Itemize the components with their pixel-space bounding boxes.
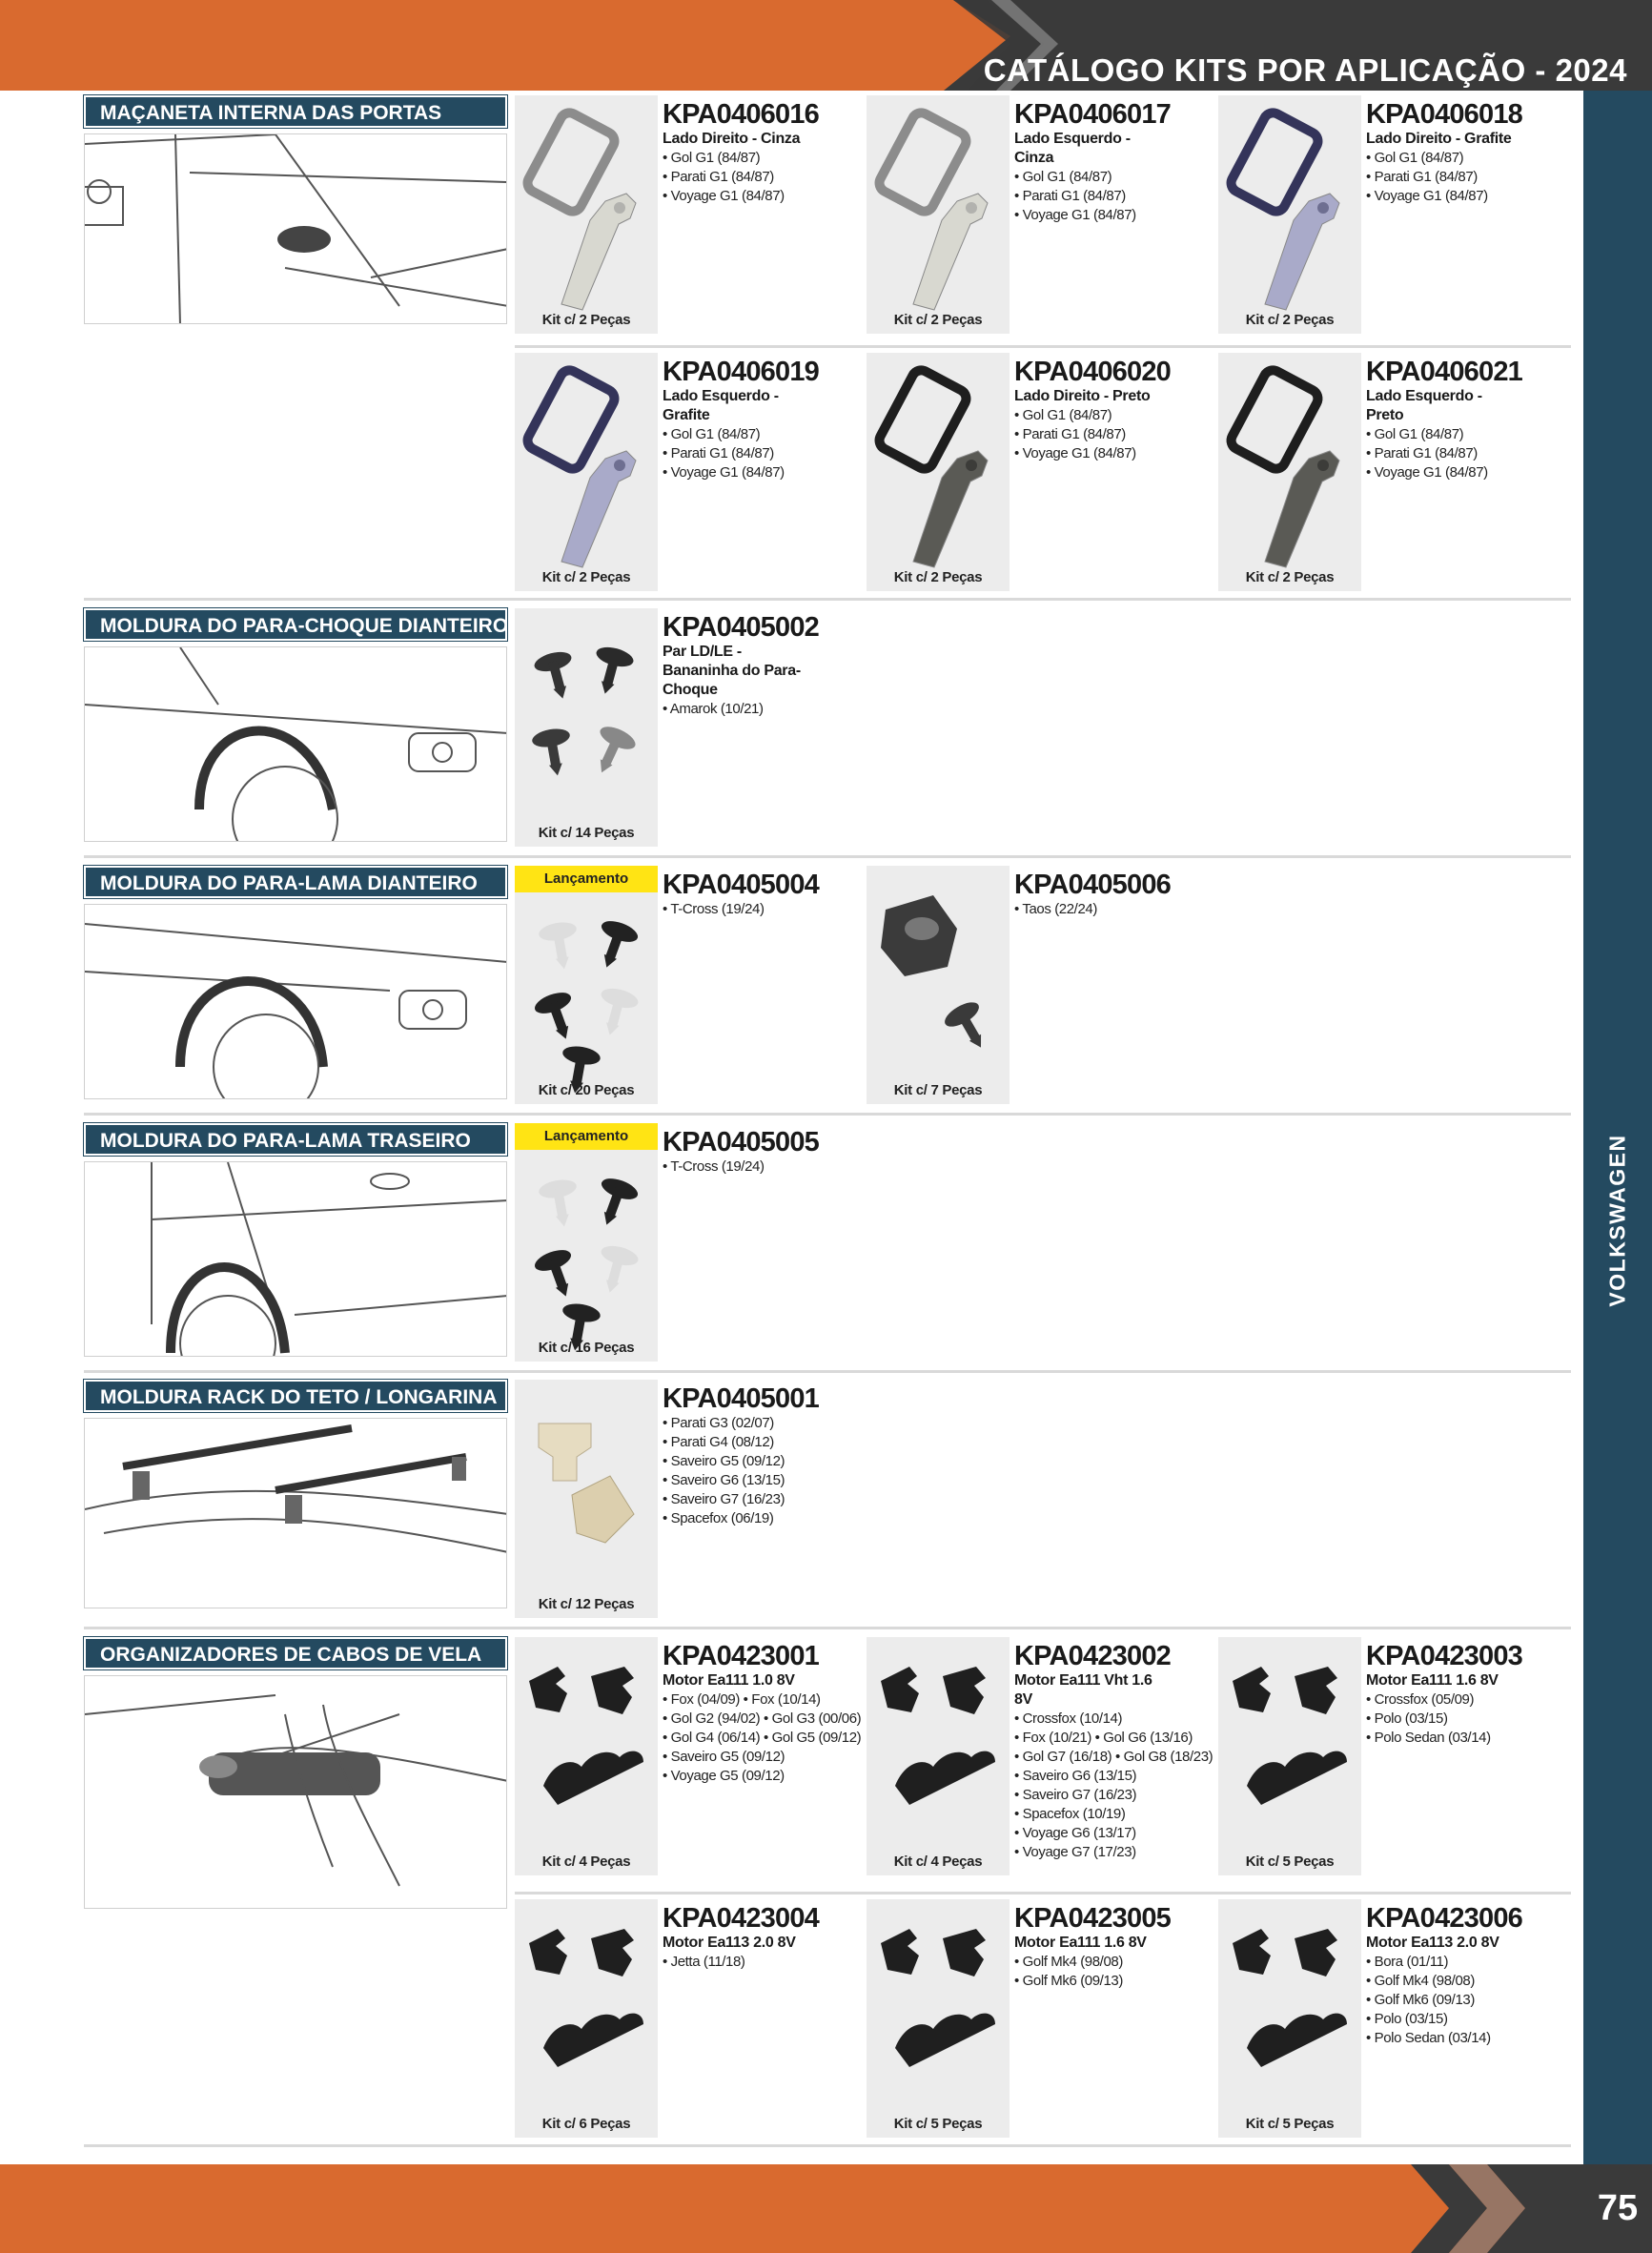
application-item: • Polo (03/15) [1366, 2011, 1448, 2027]
application-list [1366, 1690, 1566, 1748]
application-item: • Gol G4 (06/14) • Gol G5 (09/12) [663, 1730, 862, 1746]
application-item: • Crossfox (05/09) [1366, 1691, 1475, 1708]
product-info [663, 612, 863, 719]
application-item: • Crossfox (10/14) [1014, 1710, 1123, 1727]
clips-mixed-image [515, 889, 658, 1098]
handle-graphite-image [1218, 101, 1361, 311]
product-photo [1218, 1637, 1361, 1875]
product-photo [515, 1899, 658, 2138]
application-list [1014, 406, 1214, 463]
kit-quantity: Kit c/ 5 Peças [1245, 1854, 1335, 1870]
product-card[interactable] [515, 1637, 862, 1875]
product-info [1366, 1903, 1566, 2048]
application-item: • Saveiro G7 (16/23) [1014, 1787, 1137, 1803]
product-code: KPA0405004 [663, 870, 819, 900]
product-code: KPA0405005 [663, 1127, 819, 1157]
section-illustration [84, 646, 507, 842]
clips-beige-image [515, 1385, 658, 1595]
product-photo [867, 866, 1010, 1104]
application-item: • Parati G1 (84/87) [1014, 426, 1126, 442]
product-code: KPA0406021 [1366, 357, 1522, 387]
application-list [663, 700, 863, 719]
application-list [1366, 425, 1566, 482]
product-card[interactable] [867, 95, 1210, 334]
application-item: • Golf Mk4 (98/08) [1014, 1954, 1123, 1970]
product-photo [515, 608, 658, 847]
product-photo [867, 1899, 1010, 2138]
product-photo [515, 353, 658, 591]
section-title: MOLDURA RACK DO TETO / LONGARINA [84, 1380, 507, 1412]
application-item: • Fox (10/21) • Gol G6 (13/16) [1014, 1730, 1193, 1746]
catalog-section [84, 1123, 1571, 1373]
product-info [663, 357, 863, 482]
application-item: • Gol G1 (84/87) [1014, 169, 1112, 185]
kit-quantity: Kit c/ 6 Peças [541, 2116, 631, 2132]
section-title: MOLDURA DO PARA-CHOQUE DIANTEIRO [84, 608, 507, 641]
application-item: • Voyage G1 (84/87) [1014, 207, 1136, 223]
product-photo [515, 1637, 658, 1875]
handle-gray-image [515, 101, 658, 311]
application-list [663, 1414, 863, 1528]
handle-graphite-image [515, 358, 658, 568]
roof-rack-illustration [85, 1419, 507, 1608]
section-title: MOLDURA DO PARA-LAMA DIANTEIRO [84, 866, 507, 898]
kit-quantity: Kit c/ 12 Peças [538, 1596, 635, 1612]
nut-screw-image [867, 871, 1010, 1081]
application-item: • Parati G1 (84/87) [663, 445, 774, 461]
section-illustration [84, 904, 507, 1099]
application-item: • Golf Mk6 (09/13) [1366, 1992, 1475, 2008]
product-info [1366, 1641, 1566, 1748]
application-item: • Voyage G6 (13/17) [1014, 1825, 1136, 1841]
application-item: • T-Cross (19/24) [663, 1158, 765, 1175]
product-card[interactable] [867, 353, 1210, 591]
application-item: • Parati G1 (84/87) [1366, 445, 1478, 461]
launch-badge: Lançamento [515, 866, 658, 892]
product-info [663, 870, 863, 919]
product-info [663, 1383, 863, 1528]
product-code: KPA0406019 [663, 357, 819, 387]
product-card[interactable] [515, 95, 858, 334]
product-code: KPA0423005 [1014, 1903, 1171, 1934]
product-subtitle: Lado Esquerdo - Grafite [663, 388, 779, 423]
application-list [663, 900, 863, 919]
application-item: • Voyage G1 (84/87) [1014, 445, 1136, 461]
application-item: • Spacefox (06/19) [663, 1510, 774, 1526]
application-list [663, 1690, 863, 1786]
product-card[interactable] [1218, 1899, 1561, 2138]
section-title: MAÇANETA INTERNA DAS PORTAS [84, 95, 507, 128]
application-item: • Bora (01/11) [1366, 1954, 1449, 1970]
product-code: KPA0423006 [1366, 1903, 1522, 1934]
product-subtitle: Lado Esquerdo - Preto [1366, 388, 1482, 423]
product-subtitle: Motor Ea113 2.0 8V [1366, 1935, 1499, 1951]
application-item: • Gol G1 (84/87) [1366, 426, 1464, 442]
handle-black-image [1218, 358, 1361, 568]
application-list [663, 1157, 863, 1177]
product-card[interactable] [1218, 353, 1561, 591]
rear-fender-arch-illustration [85, 1162, 507, 1357]
application-item: • Voyage G1 (84/87) [1366, 188, 1488, 204]
application-item: • Voyage G1 (84/87) [663, 464, 785, 481]
handle-gray-image [867, 101, 1010, 311]
product-info [1366, 99, 1566, 206]
front-fender-arch-illustration [85, 905, 507, 1099]
cable-organizers-image [515, 1643, 658, 1853]
product-info [663, 1641, 863, 1786]
section-illustration [84, 133, 507, 324]
product-code: KPA0423003 [1366, 1641, 1522, 1671]
application-item: • Fox (04/09) • Fox (10/14) [663, 1691, 821, 1708]
page-number: 75 [1597, 2188, 1639, 2228]
cable-organizers-image [867, 1643, 1010, 1853]
kit-quantity: Kit c/ 2 Peças [541, 312, 631, 328]
handle-black-image [867, 358, 1010, 568]
product-code: KPA0406017 [1014, 99, 1171, 130]
launch-badge: Lançamento [515, 1123, 658, 1150]
product-subtitle: Lado Direito - Preto [1014, 388, 1151, 404]
clips-mixed-image [515, 1146, 658, 1356]
application-item: • Gol G1 (84/87) [1366, 150, 1464, 166]
product-card[interactable] [515, 608, 858, 847]
application-item: • Saveiro G5 (09/12) [663, 1453, 785, 1469]
kit-quantity: Kit c/ 2 Peças [893, 312, 983, 328]
product-info [1014, 357, 1214, 463]
door-interior-handle-illustration [85, 134, 507, 324]
application-item: • Voyage G7 (17/23) [1014, 1844, 1136, 1860]
product-code: KPA0405006 [1014, 870, 1171, 900]
catalog-section [84, 608, 1571, 858]
catalog-title: CATÁLOGO KITS POR APLICAÇÃO - 2024 [983, 52, 1627, 88]
application-item: • Parati G1 (84/87) [1366, 169, 1478, 185]
application-item: • T-Cross (19/24) [663, 901, 765, 917]
application-item: • Parati G1 (84/87) [663, 169, 774, 185]
application-item: • Golf Mk6 (09/13) [1014, 1973, 1123, 1989]
row-divider [515, 1892, 1571, 1895]
product-photo [867, 1637, 1010, 1875]
application-item: • Parati G1 (84/87) [1014, 188, 1126, 204]
application-item: • Gol G2 (94/02) • Gol G3 (00/06) [663, 1710, 862, 1727]
product-code: KPA0406020 [1014, 357, 1171, 387]
product-info [1366, 357, 1566, 482]
kit-quantity: Kit c/ 14 Peças [538, 825, 635, 841]
product-card[interactable] [515, 1380, 858, 1618]
product-photo [515, 1380, 658, 1618]
application-list [1366, 1953, 1566, 2048]
row-divider [515, 345, 1571, 348]
product-info [663, 99, 863, 206]
application-list [663, 425, 863, 482]
product-subtitle: Par LD/LE - Bananinha do Para-Choque [663, 644, 801, 698]
kit-quantity: Kit c/ 20 Peças [538, 1082, 635, 1098]
product-photo [515, 866, 658, 1104]
application-item: • Saveiro G7 (16/23) [663, 1491, 785, 1507]
product-card[interactable] [1218, 95, 1561, 334]
section-illustration [84, 1161, 507, 1357]
cable-organizers-image [1218, 1905, 1361, 2115]
application-list [663, 149, 863, 206]
kit-quantity: Kit c/ 7 Peças [893, 1082, 983, 1098]
kit-quantity: Kit c/ 5 Peças [1245, 2116, 1335, 2132]
application-item: • Gol G1 (84/87) [663, 150, 761, 166]
application-item: • Saveiro G6 (13/15) [663, 1472, 785, 1488]
application-item: • Saveiro G5 (09/12) [663, 1749, 785, 1765]
product-photo [867, 353, 1010, 591]
catalog-section [84, 1380, 1571, 1629]
product-subtitle: Motor Ea111 1.0 8V [663, 1672, 795, 1689]
catalog-section [84, 95, 1571, 601]
application-list [1014, 1953, 1214, 1991]
product-card[interactable] [515, 353, 858, 591]
product-card[interactable] [1218, 1637, 1561, 1875]
cable-organizers-image [867, 1905, 1010, 2115]
kit-quantity: Kit c/ 16 Peças [538, 1340, 635, 1356]
cable-organizers-image [515, 1905, 658, 2115]
product-photo [1218, 1899, 1361, 2138]
application-item: • Taos (22/24) [1014, 901, 1097, 917]
application-item: • Polo Sedan (03/14) [1366, 1730, 1491, 1746]
product-subtitle: Lado Direito - Grafite [1366, 131, 1512, 147]
kit-quantity: Kit c/ 2 Peças [1245, 569, 1335, 585]
product-code: KPA0423004 [663, 1903, 819, 1934]
application-item: • Voyage G1 (84/87) [663, 188, 785, 204]
product-subtitle: Motor Ea111 1.6 8V [1014, 1935, 1147, 1951]
application-list [1014, 900, 1214, 919]
application-item: • Voyage G1 (84/87) [1366, 464, 1488, 481]
kit-quantity: Kit c/ 2 Peças [541, 569, 631, 585]
product-photo [515, 95, 658, 334]
brand-sidebar [1583, 91, 1652, 2164]
kit-quantity: Kit c/ 2 Peças [893, 569, 983, 585]
page-footer [0, 2164, 1652, 2253]
product-info [1014, 1903, 1214, 1991]
footer-banner [0, 2164, 1652, 2253]
product-info [1014, 870, 1214, 919]
page-header [0, 0, 1652, 91]
product-photo [515, 1123, 658, 1362]
section-title: ORGANIZADORES DE CABOS DE VELA [84, 1637, 507, 1669]
product-card[interactable] [515, 1123, 858, 1362]
brand-label: VOLKSWAGEN [1604, 1134, 1630, 1307]
product-card[interactable] [867, 1899, 1210, 2138]
clips-dark-image [515, 614, 658, 824]
catalog-section [84, 866, 1571, 1116]
application-item: • Gol G7 (16/18) • Gol G8 (18/23) [1014, 1749, 1214, 1765]
front-bumper-wheel-arch-illustration [85, 647, 507, 842]
application-list [1014, 168, 1214, 225]
kit-quantity: Kit c/ 5 Peças [893, 2116, 983, 2132]
application-item: • Parati G4 (08/12) [663, 1434, 774, 1450]
spark-plug-cable-organizer-illustration [85, 1676, 507, 1909]
application-item: • Gol G1 (84/87) [1014, 407, 1112, 423]
kit-quantity: Kit c/ 4 Peças [541, 1854, 631, 1870]
product-photo [1218, 353, 1361, 591]
product-code: KPA0423001 [663, 1641, 819, 1671]
section-illustration [84, 1675, 507, 1909]
application-item: • Polo (03/15) [1366, 1710, 1448, 1727]
product-code: KPA0406016 [663, 99, 819, 130]
product-subtitle: Motor Ea111 Vht 1.6 8V [1014, 1672, 1152, 1708]
product-info [1014, 1641, 1214, 1862]
product-code: KPA0406018 [1366, 99, 1522, 130]
application-item: • Amarok (10/21) [663, 701, 764, 717]
product-subtitle: Motor Ea111 1.6 8V [1366, 1672, 1499, 1689]
application-list [1366, 149, 1566, 206]
product-photo [1218, 95, 1361, 334]
product-subtitle: Lado Direito - Cinza [663, 131, 801, 147]
application-item: • Parati G3 (02/07) [663, 1415, 774, 1431]
product-subtitle: Lado Esquerdo - Cinza [1014, 131, 1131, 166]
application-list [663, 1953, 863, 1972]
product-photo [867, 95, 1010, 334]
product-card[interactable] [867, 1637, 1214, 1875]
product-card[interactable] [515, 1899, 858, 2138]
application-item: • Polo Sedan (03/14) [1366, 2030, 1491, 2046]
product-code: KPA0423002 [1014, 1641, 1171, 1671]
product-info [1014, 99, 1214, 225]
kit-quantity: Kit c/ 2 Peças [1245, 312, 1335, 328]
application-list [1014, 1710, 1214, 1862]
application-item: • Saveiro G6 (13/15) [1014, 1768, 1137, 1784]
application-item: • Voyage G5 (09/12) [663, 1768, 785, 1784]
product-info [663, 1127, 863, 1177]
application-item: • Spacefox (10/19) [1014, 1806, 1126, 1822]
product-card[interactable] [867, 866, 1210, 1104]
section-illustration [84, 1418, 507, 1608]
product-code: KPA0405001 [663, 1383, 819, 1414]
product-code: KPA0405002 [663, 612, 819, 643]
product-card[interactable] [515, 866, 858, 1104]
kit-quantity: Kit c/ 4 Peças [893, 1854, 983, 1870]
application-item: • Golf Mk4 (98/08) [1366, 1973, 1475, 1989]
product-subtitle: Motor Ea113 2.0 8V [663, 1935, 796, 1951]
application-item: • Jetta (11/18) [663, 1954, 745, 1970]
application-item: • Gol G1 (84/87) [663, 426, 761, 442]
catalog-section [84, 1637, 1571, 2147]
product-info [663, 1903, 863, 1972]
section-title: MOLDURA DO PARA-LAMA TRASEIRO [84, 1123, 507, 1156]
cable-organizers-image [1218, 1643, 1361, 1853]
